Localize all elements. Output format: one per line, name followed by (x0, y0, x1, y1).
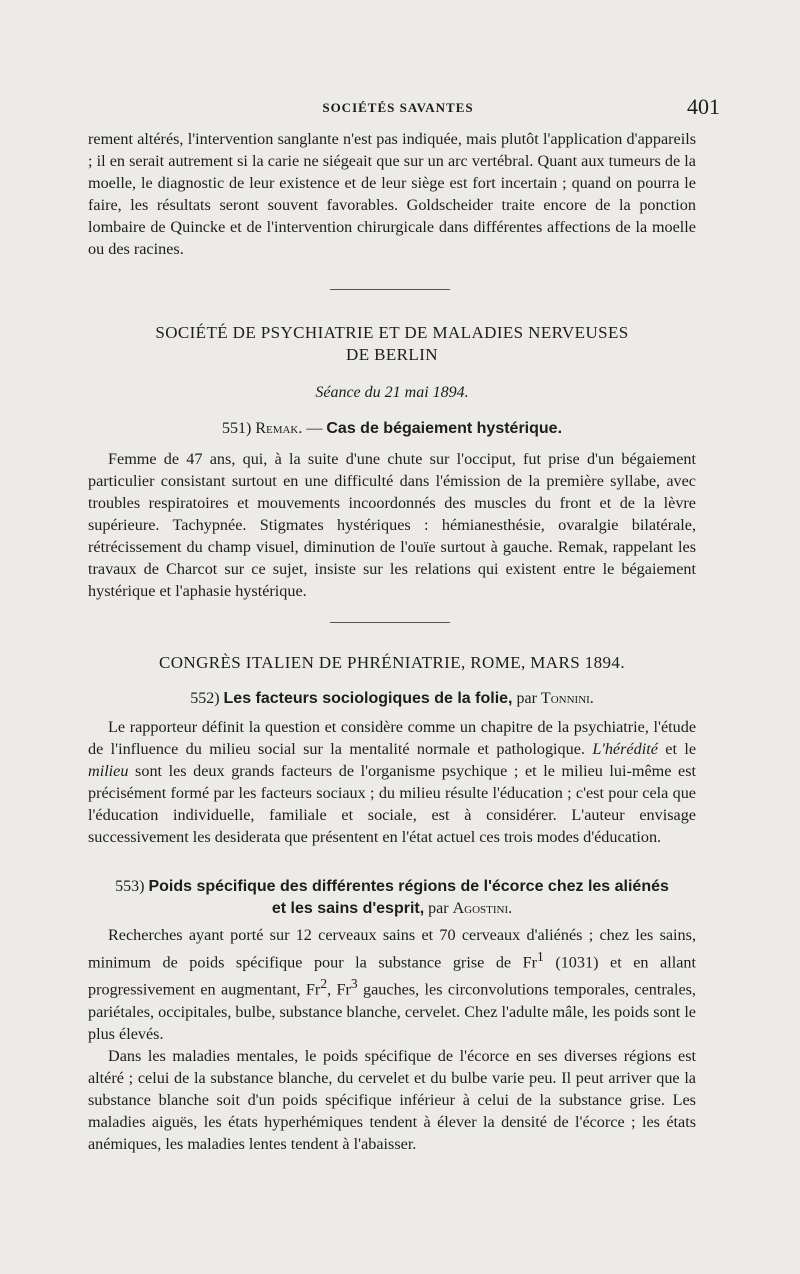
p1-part-c: , Fr (327, 980, 351, 999)
superscript-2: 2 (320, 976, 328, 992)
article-by: par (516, 690, 537, 707)
article-number: 551) (221, 420, 252, 437)
body-part-b: sont les deux grands facteurs de l'organisme psychique ; et le milieu lui-même est précisément formé par les facteurs sociaux ; du milieu résulte l'éducation ; c'est pour cela que l'éducation individuelle, familiale et sociale, est à considérer. L'auteur envisage successivement les desiderata que présentent en l'état actuel ces trois modes d'éducation. (88, 762, 697, 846)
body-part-a: Le rapporteur définit la question et considère comme un chapitre de la psychiatrie, l'étude de l'influence du milieu social sur la mentalité normale et pathologique. (88, 718, 696, 758)
p1-part-a: Recherches ayant porté sur 12 cerveaux sains et 70 cerveaux d'aliénés ; chez les sains, minimum de poids spécifique pour la substance grise de Fr (88, 926, 696, 972)
section-title-psychiatrie (88, 322, 696, 366)
article-553-paragraph-2: Dans les maladies mentales, le poids spécifique de l'écorce en ses diverses régions est altéré ; celui de la substance blanche, du cervelet et du bulbe varie peu. Il peut arriver que la substance blanche soit d'un poids spécifique inférieur à celui de la substance grise. Les maladies aiguës, les états hyperhémiques tendent à élever la densité de l'écorce ; les états anémiques, les maladies lentes tendent à l'abaisser. (88, 1046, 696, 1153)
article-author: Agostini. (452, 900, 513, 917)
running-head-title: SOCIÉTÉS SAVANTES (322, 100, 474, 115)
article-author: Remak. (255, 420, 303, 437)
article-553-heading (88, 876, 696, 920)
article-552-body (88, 716, 696, 848)
running-head (88, 94, 720, 119)
p1-part-b: (1031) et en allant progressivement en augmentant, Fr (88, 953, 696, 999)
article-552-paragraph (88, 716, 696, 848)
section-title-congres: CONGRÈS ITALIEN DE PHRÉNIATRIE, ROME, MARS 1894. (159, 653, 625, 672)
article-number: 552) (190, 690, 220, 707)
section-title-line1: SOCIÉTÉ DE PSYCHIATRIE ET DE MALADIES NERVEUSES (155, 323, 629, 342)
article-title: Les facteurs sociologiques de la folie, (223, 690, 513, 707)
superscript-3: 3 (350, 976, 358, 992)
conjunction: et le (665, 740, 697, 758)
article-number: 553) (115, 878, 145, 895)
term-heredite: L'hérédité (592, 740, 658, 758)
article-by: par (428, 900, 449, 917)
section-divider (330, 289, 450, 290)
section-divider (330, 622, 450, 623)
article-552-heading (88, 688, 696, 710)
article-551-paragraph: Femme de 47 ans, qui, à la suite d'une chute sur l'occiput, fut prise d'un bégaiement particulier consistant surtout en une difficulté dans l'émission de la première syllabe, avec troubles respiratoires et mouvements incoordonnés des muscles du front et de la lèvre supérieure. Tachypnée. Stigmates hystériques : hémianesthésie, ovaralgie bilatérale, rétrécissement du champ visuel, diminution de l'ouïe surtout à gauche. Remak, rappelant les travaux de Charcot sur ce sujet, insiste sur les relations qui existent entre le bégaiement hystérique et l'aphasie hystérique. (88, 450, 696, 600)
article-title-line1: Poids spécifique des différentes régions de l'écorce chez les aliénés (148, 878, 669, 895)
seance-date: Séance du 21 mai 1894. (315, 384, 469, 401)
p1-part-d: gauches, les circonvolutions temporales, centrales, pariétales, occipitales, bulbe, substance blanche, cervelet. Chez l'adulte mâle, les poids sont le plus élevés. (88, 980, 696, 1043)
term-milieu: milieu (88, 762, 129, 780)
article-author: Tonnini. (540, 690, 594, 707)
article-title-line2: et les sains d'esprit, (271, 900, 425, 917)
article-dash: — (306, 420, 323, 437)
article-title: Cas de bégaiement hystérique. (326, 420, 563, 437)
article-551-heading (88, 418, 696, 440)
article-553-paragraph-1 (88, 924, 696, 1045)
article-553-heading-line2 (88, 898, 696, 920)
page-number: 401 (687, 94, 720, 119)
article-553-heading-line1 (88, 876, 696, 898)
intro-paragraph: rement altérés, l'intervention sanglante n'est pas indiquée, mais plutôt l'application d'appareils ; il en serait autrement si la carie ne siégeait que sur un arc vertébral. Quant aux tumeurs de la moelle, le diagnostic de leur existence et de leur siège est fort incertain ; quand on pourra le faire, les résultats seront souvent favorables. Goldscheider traite encore de la ponction lombaire de Quincke et de l'intervention chirurgicale dans différentes affections de la moelle ou des racines. (88, 130, 696, 258)
section-title-line2: DE BERLIN (346, 345, 438, 364)
article-551-body (88, 448, 696, 602)
superscript-1: 1 (537, 949, 544, 964)
article-553-body (88, 924, 696, 1155)
